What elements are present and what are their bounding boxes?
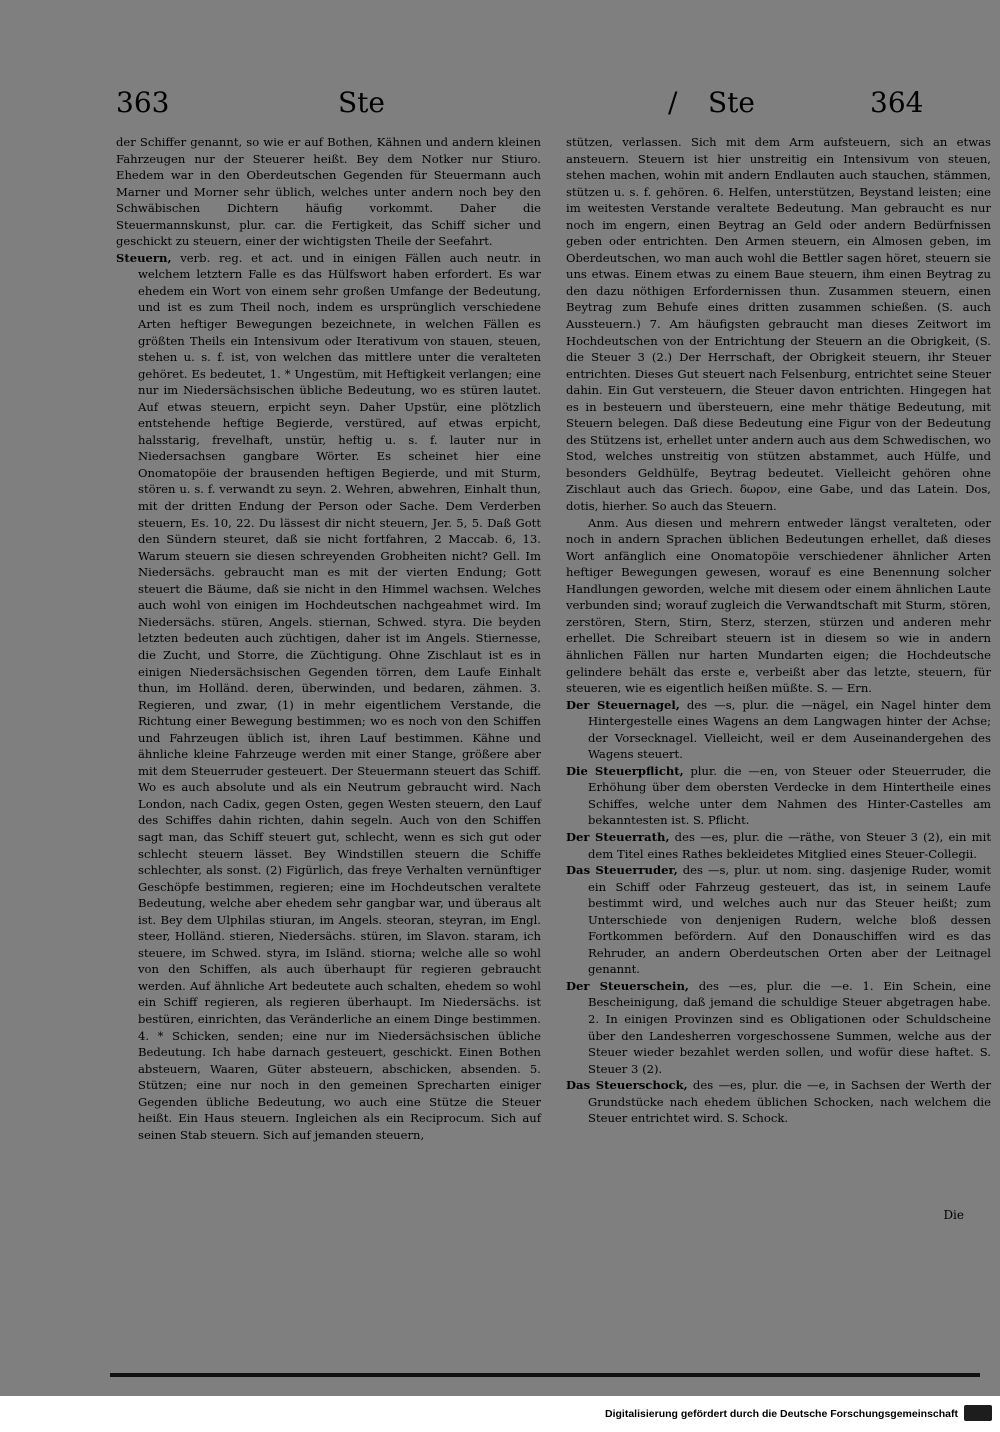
entry-text: der Schiffer genannt, so wie er auf Bothen, Kähnen und andern kleinen Fahrzeugen nur der Steuerer heißt. Bey dem Notker nur Stiuro. Ehedem war in den Oberdeutschen Gegenden für Steuermann auch Marner und Morner sehr üblich, welches unter andern noch bey den Schwäbischen Dichtern häufig vorkommt. Daher die Steuermannskunst, plur. car. die Fertigkeit, das Schiff sicher und geschickt zu steuern, einer der wichtigsten Theile der Seefahrt. [116,135,541,249]
page-bottom-rule [110,1373,980,1377]
dictionary-entry [116,250,541,1144]
entry-text: plur. die —en, von Steuer oder Steuerruder, die Erhöhung über dem obersten Verdecke in dem Hintertheile eines Schiffes, welche unter dem Nahmen des Hinter-Castelles am bekanntesten ist. S. Pflicht. [588,763,991,828]
right-column [566,134,991,1127]
dfg-logo-icon [964,1405,992,1421]
entry-headword: Das Steuerschock, [566,1078,688,1093]
page-number-left: 363 [116,86,170,119]
dictionary-entry [566,978,991,1077]
entry-headword: Steuern, [116,250,172,265]
text-paragraph [566,515,991,697]
dictionary-entry [566,862,991,978]
footer-credit: Digitalisierung gefördert durch die Deutsche Forschungsgemeinschaft [605,1408,958,1420]
entry-headword: Der Steuerrath, [566,829,670,844]
entry-text: des —s, plur. ut nom. sing. dasjenige Ruder, womit ein Schiff oder Fahrzeug gesteuert, das ist, in seinem Laufe bestimmt wird, und welches auch nur das Steuer heißt; zum Unterschiede von denjenigen Rudern, welche bloß dessen Fortkommen befördern. Auf den Donauschiffen wird es das Rehruder, an andern Oberdeutschen Orten aber der Leitnagel genannt. [588,863,991,977]
entry-headword: Die Steuerpflicht, [566,763,684,778]
entry-text: des —es, plur. die —e, in Sachsen der Werth der Grundstücke nach ehedem üblichen Schocken, nach welchem die Steuer entrichtet wird. S. Schock. [588,1078,991,1126]
entry-headword: Das Steuerruder, [566,863,678,878]
entry-headword: Der Steuerschein, [566,978,689,993]
text-paragraph [566,134,991,515]
footer-bar [0,1396,1000,1432]
page-header [0,86,1000,130]
entry-text: des —s, plur. die —nägel, ein Nagel hinter dem Hintergestelle eines Wagens an dem Langwagen hinter der Achse; der Vorsecknagel. Vielleicht, weil er dem Auseinandergehen des Wagens steuert. [588,697,991,762]
dictionary-entry [566,829,991,862]
entry-text: des —es, plur. die —räthe, von Steuer 3 (2), ein mit dem Titel eines Rathes bekleidetes Mitglied eines Steuer-Collegii. [588,829,991,861]
running-head-right: Ste [708,86,756,119]
entry-text: verb. reg. et act. und in einigen Fällen auch neutr. in welchem letztern Falle es das Hülfswort haben erfordert. Es war ehedem ein Wort von einem sehr großen Umfange der Bedeutung, und ist es zum Theil noch, indem es ursprünglich verschiedene Arten heftiger Bewegungen bezeichnete, in welchen Fällen es größten Theils ein Intensivum oder Iterativum von stauen, steuen, stehen u. s. f. ist, von welchen das mittlere unter die veralteten gehöret. Es bedeutet, 1. * Ungestüm, mit Heftigkeit verlangen; eine nur im Niedersächsischen übliche Bedeutung, wo es stüren lautet. Auf etwas steuern, erpicht seyn. Daher Upstür, eine plötzlich entstehende heftige Begierde, verstüred, auf etwas erpicht, halsstarig, frevelhaft, unstür, heftig u. s. f. lauter nur in Niedersachsen gangbare Wörter. Es scheinet hier eine Onomatopöie der brausenden heftigen Begierde, und mit Sturm, stören u. s. f. verwandt zu seyn. 2. Wehren, abwehren, Einhalt thun, mit der dritten Endung der Person oder Sache. Dem Verderben steuern, Es. 10, 22. Du lässest dir nicht steuern, Jer. 5, 5. Daß Gott den Sündern steuret, daß sie nicht fortfahren, 2 Maccab. 6, 13. Warum steuern sie diesen schreyenden Grobheiten nicht? Gell. Im Niedersächs. gebraucht man es mit der vierten Endung; Gott steuert die Bäume, daß sie nicht in den Himmel wachsen. Welches auch wohl von einigen im Hochdeutschen nachgeahmet wird. Im Niedersächs. stüren, Angels. stiernan, Schwed. styra. Die beyden letzten bedeuten auch züchtigen, daher ist im Angels. Stiernesse, die Zucht, und Storre, die Züchtigung. Ohne Zischlaut ist es in einigen Niedersächsischen Gegenden törren, dem Laufe Einhalt thun, im Holländ. deren, überwinden, und bedaren, zähmen. 3. Regieren, und zwar, (1) in mehr eigentlichem Verstande, die Richtung einer Bewegung bestimmen; wo es noch von den Schiffen und Fahrzeugen üblich ist, ihren Lauf bestimmen. Kähne und ähnliche kleine Fahrzeuge werden mit einer Stange, größere aber mit dem Steuerruder gesteuert. Der Steuermann steuert das Schiff. Wo es auch absolute und als ein Neutrum gebraucht wird. Nach London, nach Cadix, gegen Osten, gegen Westen steuern, den Lauf des Schiffes dahin richten, dahin segeln. Auch von den Schiffen sagt man, das Schiff steuert gut, schlecht, wenn es sich gut oder schlecht steuern lässet. Bey Windstillen steuern die Schiffe schlechter, als sonst. (2) Figürlich, das freye Verhalten vernünftiger Geschöpfe bestimmen, regieren; eine im Hochdeutschen veraltete Bedeutung, welche aber ehedem sehr gangbar war, und überaus alt ist. Bey dem Ulphilas stiuran, im Angels. steoran, steyran, im Engl. steer, Holländ. stieren, Niedersächs. stüren, im Slavon. staram, ich steuere, im Schwed. styra, im Isländ. stiorna; welche alle so wohl von den Schiffen, als auch überhaupt für regieren gebraucht werden. Auf ähnliche Art bedeutete auch schalten, ehedem so wohl ein Schiff regieren, als regieren überhaupt. Im Niedersächs. ist bestüren, einrichten, das Veränderliche an einem Dinge bestimmen. 4. * Schicken, senden; eine nur im Niedersächsischen übliche Bedeutung. Ich habe darnach gesteuert, geschickt. Einen Bothen absteuern, Waaren, Güter absteuern, abschicken, absenden. 5. Stützen; eine nur noch in den gemeinen Sprecharten einiger Gegenden übliche Bedeutung, wo auch eine Stütze die Steuer heißt. Ein Haus steuern. Ingleichen als ein Reciprocum. Sich auf seinen Stab steuern. Sich auf jemanden steuern, [138,250,541,1142]
dictionary-entry [566,763,991,829]
entry-text: Anm. Aus diesen und mehrern entweder längst veralteten, oder noch in andern Sprachen üblichen Bedeutungen erhellet, daß dieses Wort anfänglich eine Onomatopöie verschiedener ähnlicher Arten heftiger Bewegungen gewesen, worauf es eine Benennung solcher Handlungen geworden, welche mit diesem oder einem ähnlichen Laute verbunden sind; worauf zugleich die Verwandtschaft mit Sturm, stören, zerstören, Stern, Stirn, Sterz, sterzen, stürzen und anderen mehr erhellet. Die Schreibart steuern ist in diesem so wie in andern ähnlichen Fällen nur harten Mundarten eigen; die Hochdeutsche gelindere behält das erste e, verbeißt aber das letzte, steuern, für steueren, wie es eigentlich heißen müßte. S. — Ern. [566,515,991,696]
entry-text: des —es, plur. die —e. 1. Ein Schein, eine Bescheinigung, daß jemand die schuldige Steuer abgetragen habe. 2. In einigen Provinzen sind es Obligationen oder Schuldscheine über den Landesherren vorgeschossene Summen, welche aus der Steuer wieder bezahlet werden sollen, und wofür diese haftet. S. Steuer 3 (2). [588,978,991,1076]
running-head-left: Ste [338,86,386,119]
column-mark: / [668,86,678,119]
catchword: Die [943,1208,964,1222]
text-paragraph [116,134,541,250]
entry-headword: Der Steuernagel, [566,697,680,712]
dictionary-entry [566,1077,991,1127]
left-column [116,134,541,1143]
dictionary-entry [566,697,991,763]
entry-text: stützen, verlassen. Sich mit dem Arm aufsteuern, sich an etwas ansteuern. Steuern ist hier unstreitig ein Intensivum von steuen, stehen machen, wohin mit andern Endlauten auch stauchen, stämmen, stützen u. s. f. gehören. 6. Helfen, unterstützen, Beystand leisten; eine im weitesten Verstande veraltete Bedeutung. Man gebraucht es nur noch im engern, einen Beytrag an Geld oder andern Bedürfnissen geben oder entrichten. Den Armen steuern, ein Almosen geben, im Oberdeutschen, wo man auch wohl die Bettler sagen höret, steuern sie uns etwas. Einem etwas zu einem Baue steuern, ihm einen Beytrag zu den dazu nöthigen Erfordernissen thun. Zusammen steuern, einen Beytrag zum Behufe eines dritten zusammen schießen. (S. auch Aussteuern.) 7. Am häufigsten gebraucht man dieses Zeitwort im Hochdeutschen von der Entrichtung der Steuern an die Obrigkeit, (S. die Steuer 3 (2.) Der Herrschaft, der Obrigkeit steuern, ihr Steuer entrichten. Dieses Gut steuert nach Felsenburg, entrichtet seine Steuer dahin. Ein Gut versteuern, die Steuer davon entrichten. Hingegen hat es in besteuern und übersteuern, eine mehr thätige Bedeutung, mit Steuern belegen. Daß diese Bedeutung eine Figur von der Bedeutung des Stützens ist, erhellet unter andern auch aus dem Schwedischen, wo Stod, welches unstreitig von stützen abstammet, auch Hülfe, und besonders Geldhülfe, Beytrag bedeutet. Vielleicht gehören ohne Zischlaut auch das Griech. δωρον, eine Gabe, und das Latein. Dos, dotis, hierher. So auch das Steuern. [566,135,991,514]
page-number-right: 364 [870,86,924,119]
